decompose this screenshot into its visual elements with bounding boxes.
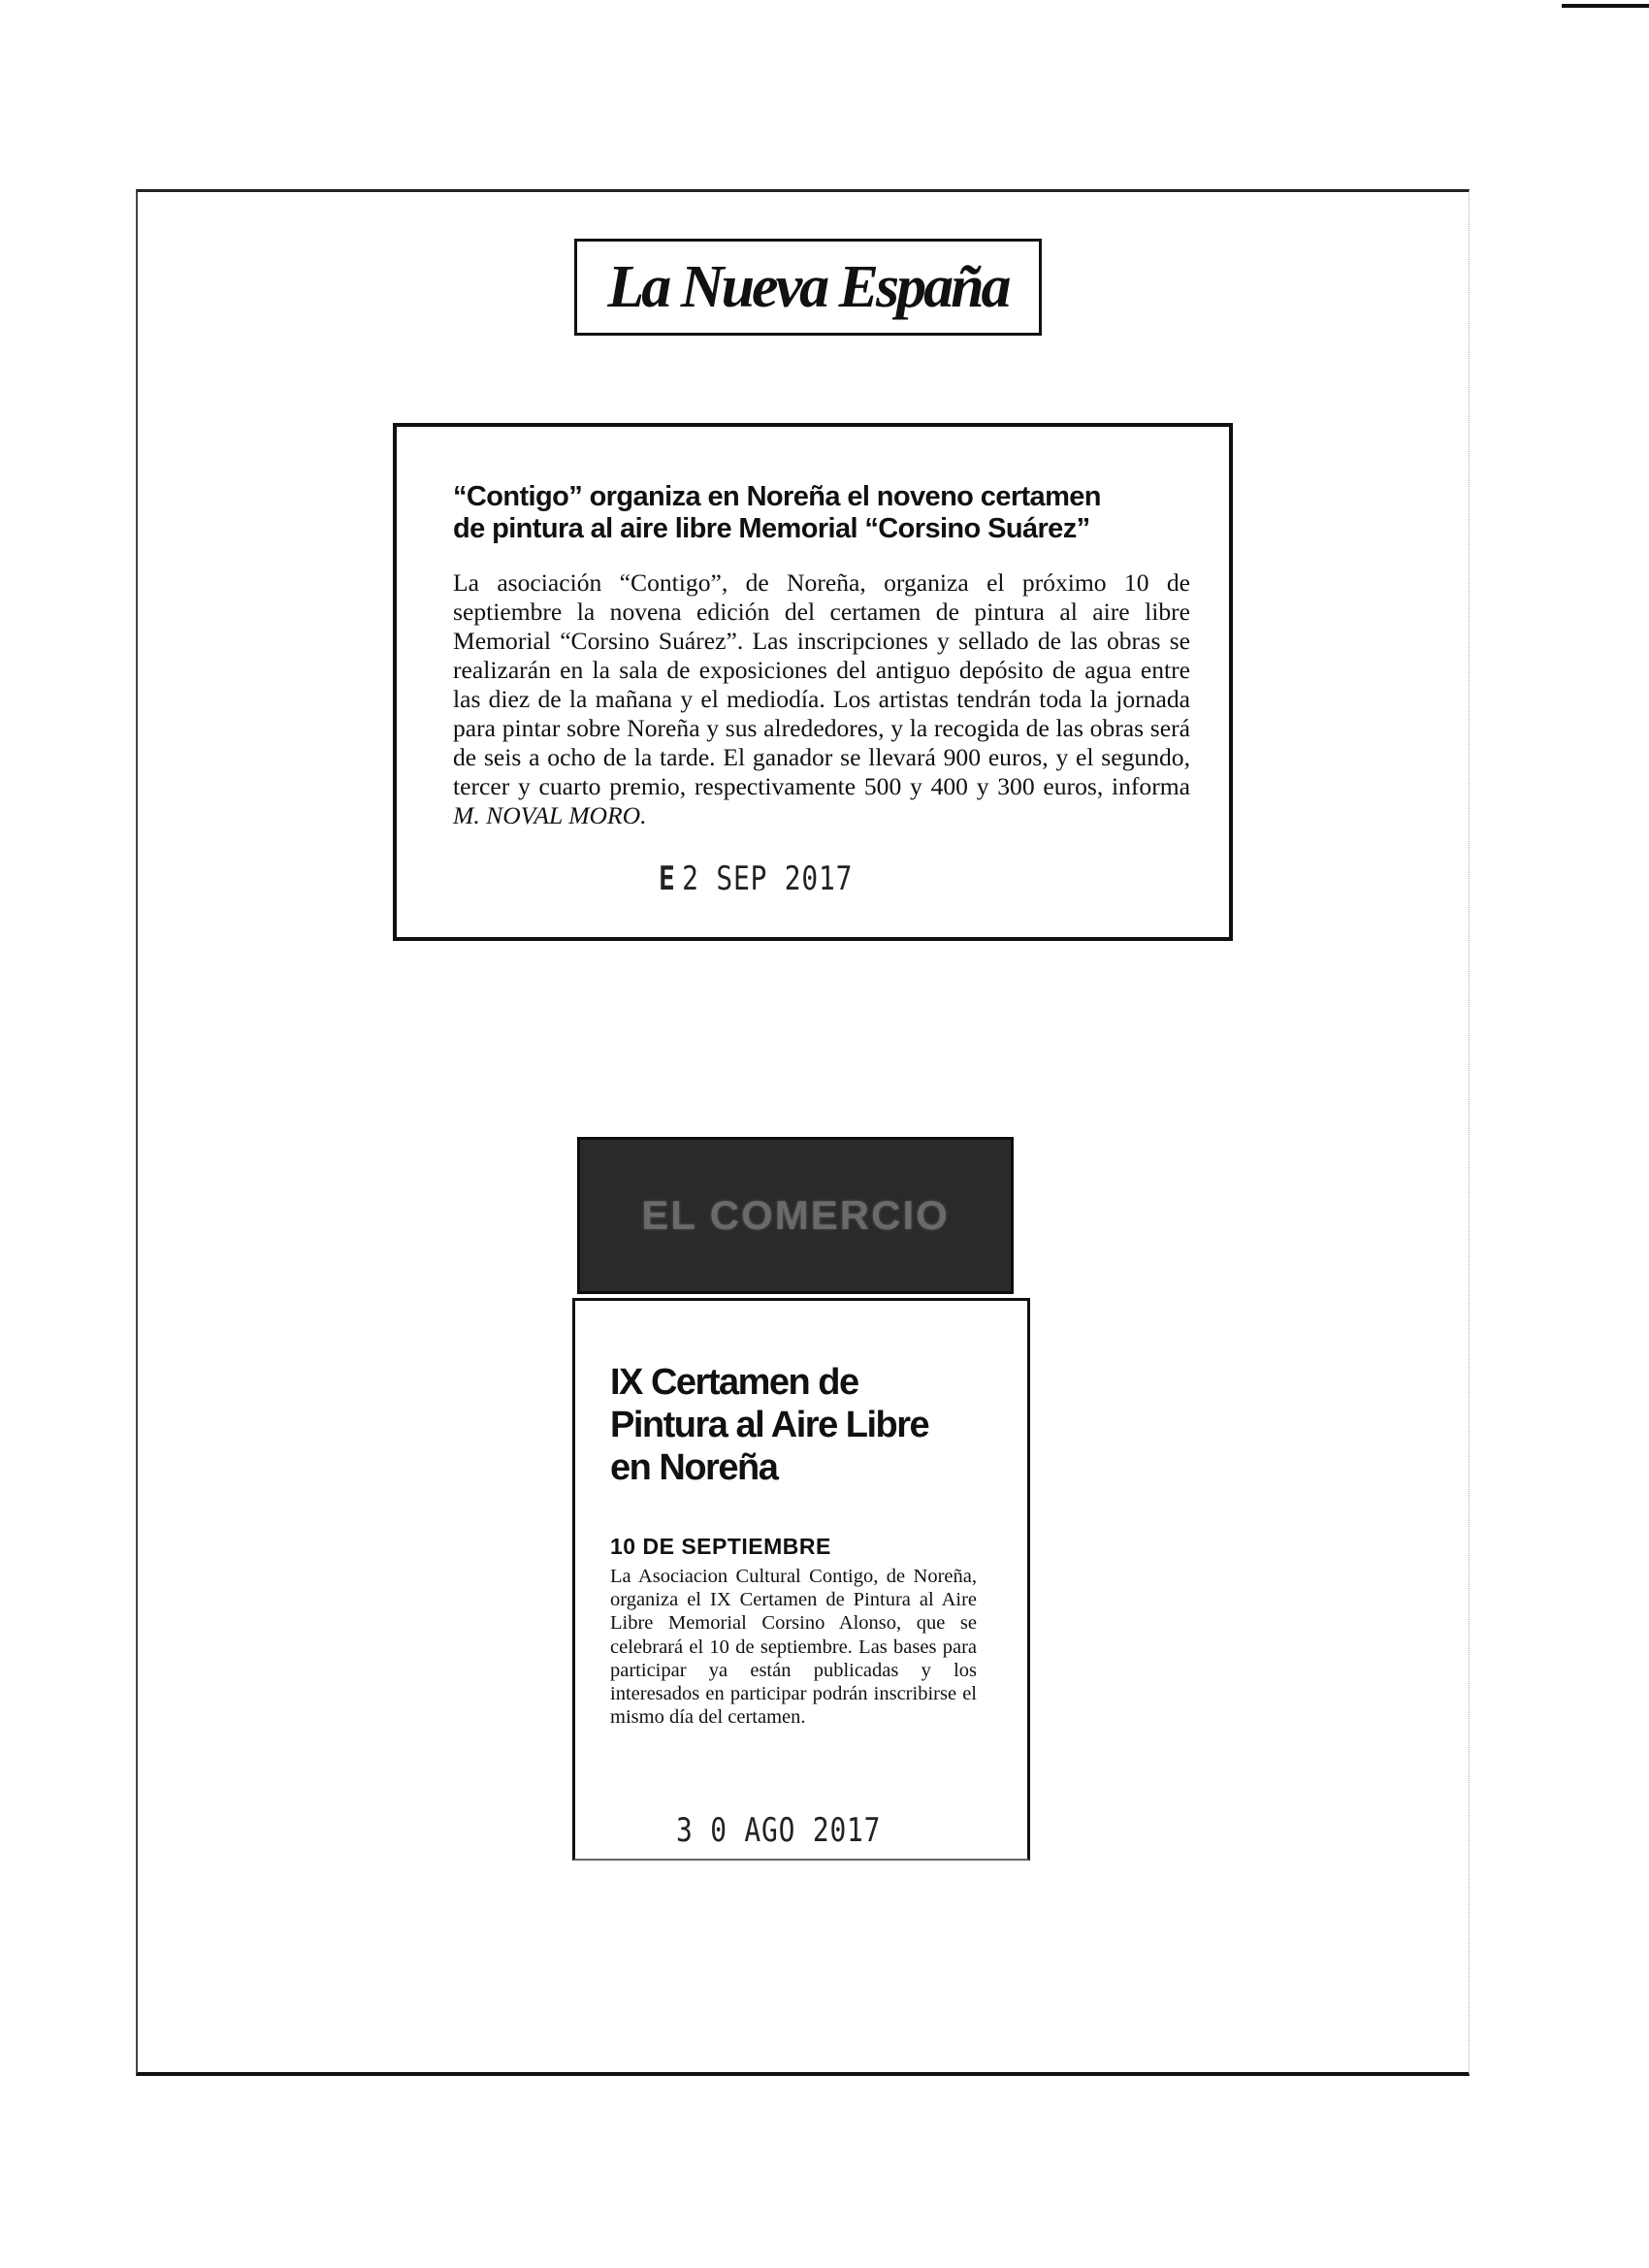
article-2-date-label: 10 DE SEPTIEMBRE xyxy=(610,1534,831,1559)
article-1-stamp-date: 2 SEP 2017 xyxy=(682,859,854,898)
article-2-date-stamp: 3 0 AGO 2017 xyxy=(676,1811,882,1850)
clipping-article-1 xyxy=(393,423,1233,941)
masthead-el-comercio-title: EL COMERCIO xyxy=(641,1192,950,1238)
article-1-byline: M. NOVAL MORO. xyxy=(453,801,647,829)
article-2-body: La Asociacion Cultural Contigo, de Noreña, organiza el IX Certamen de Pintura al Aire Libre Memorial Corsino Alonso, que se celebrará el 10 de septiembre. Las bases para participar ya están publicadas y los interesados en participar podrán inscribirse el mismo día del certamen. xyxy=(610,1566,977,1729)
masthead-el-comercio xyxy=(577,1137,1014,1294)
clipping-article-2 xyxy=(572,1298,1030,1861)
article-2-headline-line-2: Pintura al Aire Libre xyxy=(610,1405,929,1445)
article-1-body xyxy=(453,568,1190,830)
scan-edge-mark xyxy=(1562,4,1649,8)
article-2-headline-line-3: en Noreña xyxy=(610,1447,778,1488)
article-1-date-stamp xyxy=(659,859,853,898)
article-1-body-text: La asociación “Contigo”, de Noreña, organiza el próximo 10 de septiembre la novena edición del certamen de pintura al aire libre Memorial “Corsino Suárez”. Las inscripciones y sellado de las obras se realizarán en la sala de exposiciones del antiguo depósito de agua entre las diez de la mañana y el mediodía. Los artistas tendrán toda la jornada para pintar sobre Noreña y sus alrededores, y la recogida de las obras será de seis a ocho de la tarde. El ganador se llevará 900 euros, y el segundo, tercer y cuarto premio, respectivamente 500 y 400 y 300 euros, informa xyxy=(453,568,1190,800)
article-2-headline xyxy=(610,1361,1008,1489)
article-1-headline xyxy=(453,481,1190,545)
masthead-la-nueva-espana xyxy=(574,239,1042,336)
article-1-headline-line-2: de pintura al aire libre Memorial “Corsino Suárez” xyxy=(453,513,1090,544)
masthead-title: La Nueva España xyxy=(607,253,1009,320)
article-1-headline-line-1: “Contigo” organiza en Noreña el noveno certamen xyxy=(453,481,1101,512)
article-1-stamp-mark: E xyxy=(659,859,676,898)
article-2-headline-line-1: IX Certamen de xyxy=(610,1362,858,1403)
